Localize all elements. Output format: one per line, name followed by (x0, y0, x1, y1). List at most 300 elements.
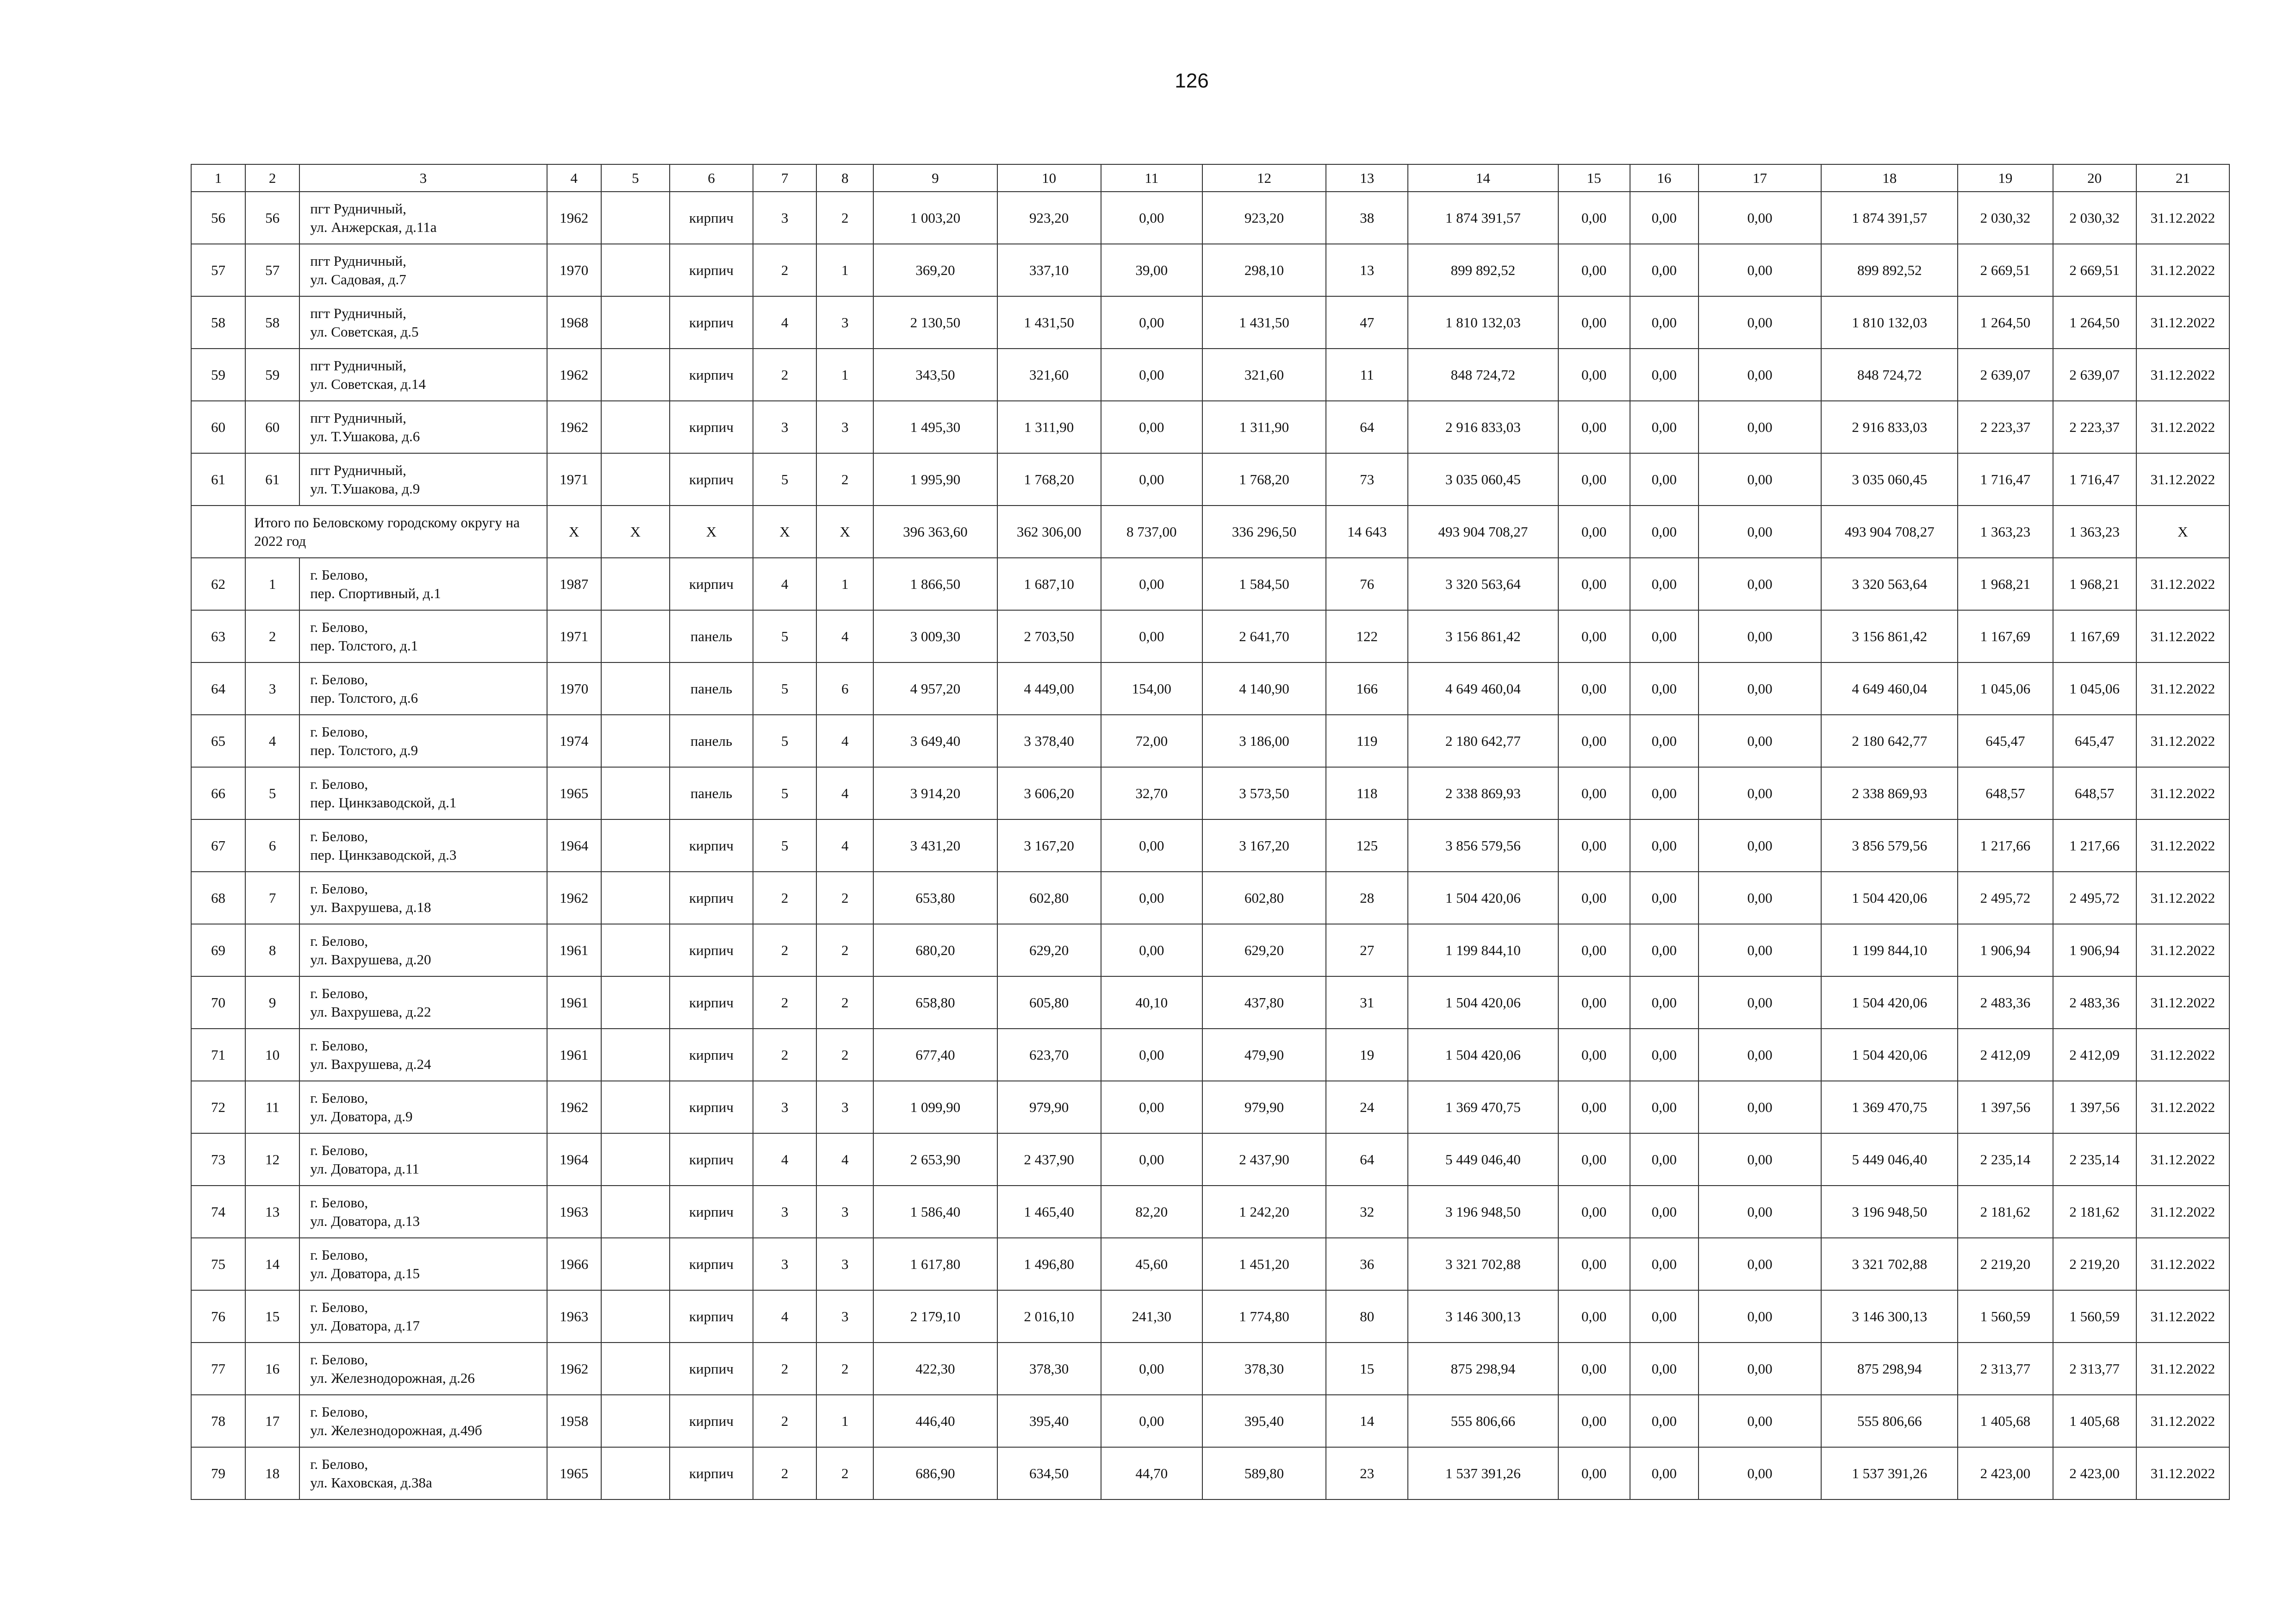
cell-col-8: 3 (816, 296, 873, 349)
cell-col-6: кирпич (670, 1029, 753, 1081)
cell-col-5 (601, 1343, 670, 1395)
address-cell (299, 1343, 547, 1395)
row-number: 71 (191, 1029, 245, 1081)
cell-col-19: 648,57 (1958, 767, 2053, 819)
cell-col-8: 3 (816, 401, 873, 453)
cell-col-17: 0,00 (1699, 453, 1821, 506)
cell-col-20: 1 560,59 (2053, 1290, 2136, 1343)
address-street: ул. Доватора, д.13 (310, 1212, 420, 1229)
cell-col-6: кирпич (670, 1133, 753, 1186)
cell-col-17: 0,00 (1699, 715, 1821, 767)
cell-col-6: кирпич (670, 819, 753, 872)
cell-col-13: 73 (1326, 453, 1408, 506)
cell-col-9: 1 617,80 (873, 1238, 997, 1290)
cell-col-8: 2 (816, 872, 873, 924)
cell-col-17: 0,00 (1699, 924, 1821, 976)
cell-col-21: 31.12.2022 (2136, 1133, 2229, 1186)
row-number: 67 (191, 819, 245, 872)
cell-col-17: 0,00 (1699, 976, 1821, 1029)
cell-col-9: 3 914,20 (873, 767, 997, 819)
cell-col-19: 1 405,68 (1958, 1395, 2053, 1447)
cell-col-19: 1 264,50 (1958, 296, 2053, 349)
cell-col-15: 0,00 (1558, 506, 1630, 558)
cell-col-7: 4 (753, 1290, 816, 1343)
address-street: ул. Доватора, д.15 (310, 1265, 420, 1281)
address-cell (299, 453, 547, 506)
cell-col-14: 2 180 642,77 (1408, 715, 1558, 767)
cell-col-18: 5 449 046,40 (1821, 1133, 1958, 1186)
cell-col-20: 2 495,72 (2053, 872, 2136, 924)
cell-col-10: 395,40 (997, 1395, 1101, 1447)
cell-col-8: 1 (816, 1395, 873, 1447)
cell-col-6: кирпич (670, 1447, 753, 1499)
table-row (191, 662, 2229, 715)
cell-col-5 (601, 976, 670, 1029)
cell-col-13: 28 (1326, 872, 1408, 924)
cell-col-7: 5 (753, 453, 816, 506)
cell-col-12: 378,30 (1202, 1343, 1326, 1395)
cell-col-5 (601, 1447, 670, 1499)
address-locality: г. Белово, (310, 1299, 368, 1315)
cell-col-6: кирпич (670, 558, 753, 610)
table-row (191, 1238, 2229, 1290)
address-locality: г. Белово, (310, 1194, 368, 1211)
cell-col-9: 3 649,40 (873, 715, 997, 767)
address-locality: г. Белово, (310, 1037, 368, 1054)
cell-col-4: 1965 (547, 1447, 601, 1499)
cell-col-20: 2 219,20 (2053, 1238, 2136, 1290)
cell-col-14: 3 320 563,64 (1408, 558, 1558, 610)
cell-col-18: 1 369 470,75 (1821, 1081, 1958, 1133)
cell-col-10: 1 687,10 (997, 558, 1101, 610)
cell-col-15: 0,00 (1558, 1029, 1630, 1081)
cell-col-11: 0,00 (1101, 1343, 1202, 1395)
cell-col-13: 15 (1326, 1343, 1408, 1395)
cell-col-6: кирпич (670, 1186, 753, 1238)
address-street: пер. Толстого, д.9 (310, 742, 418, 758)
cell-col-8: 2 (816, 924, 873, 976)
cell-col-19: 1 906,94 (1958, 924, 2053, 976)
row-number: 72 (191, 1081, 245, 1133)
column-number-header: 16 (1630, 164, 1699, 192)
cell-col-12: 602,80 (1202, 872, 1326, 924)
cell-col-20: 2 483,36 (2053, 976, 2136, 1029)
cell-col-4: 1970 (547, 662, 601, 715)
cell-col-18: 3 035 060,45 (1821, 453, 1958, 506)
cell-col-4: 1958 (547, 1395, 601, 1447)
cell-col-16: 0,00 (1630, 1343, 1699, 1395)
cell-col-21: 31.12.2022 (2136, 872, 2229, 924)
cell-col-8: 2 (816, 1447, 873, 1499)
cell-col-16: 0,00 (1630, 401, 1699, 453)
cell-col-15: 0,00 (1558, 296, 1630, 349)
cell-col-6: кирпич (670, 872, 753, 924)
cell-col-16: 0,00 (1630, 244, 1699, 296)
cell-col-10: 362 306,00 (997, 506, 1101, 558)
cell-col-10: 4 449,00 (997, 662, 1101, 715)
cell-col-8: 4 (816, 1133, 873, 1186)
row-number: 77 (191, 1343, 245, 1395)
cell-col-8: 4 (816, 819, 873, 872)
cell-col-4: 1965 (547, 767, 601, 819)
row-number: 63 (191, 610, 245, 662)
cell-col-15: 0,00 (1558, 715, 1630, 767)
cell-col-16: 0,00 (1630, 1447, 1699, 1499)
address-cell (299, 1081, 547, 1133)
address-street: пер. Толстого, д.1 (310, 637, 418, 654)
cell-col-12: 3 167,20 (1202, 819, 1326, 872)
cell-col-7: 5 (753, 767, 816, 819)
address-street: ул. Т.Ушакова, д.9 (310, 480, 420, 497)
column-number-header: 2 (245, 164, 299, 192)
address-cell (299, 192, 547, 244)
cell-col-11: 39,00 (1101, 244, 1202, 296)
address-street: ул. Железнодорожная, д.26 (310, 1369, 475, 1386)
cell-col-18: 2 916 833,03 (1821, 401, 1958, 453)
cell-col-13: 13 (1326, 244, 1408, 296)
cell-col-6: кирпич (670, 1238, 753, 1290)
address-locality: г. Белово, (310, 1455, 368, 1472)
cell-col-12: 1 242,20 (1202, 1186, 1326, 1238)
cell-col-11: 0,00 (1101, 872, 1202, 924)
column-number-header-row (191, 164, 2229, 192)
address-street: пер. Цинкзаводской, д.1 (310, 794, 457, 811)
table-row (191, 1343, 2229, 1395)
cell-col-21: 31.12.2022 (2136, 924, 2229, 976)
cell-col-10: 2 437,90 (997, 1133, 1101, 1186)
cell-col-11: 72,00 (1101, 715, 1202, 767)
cell-col-12: 395,40 (1202, 1395, 1326, 1447)
row-local-number: 56 (245, 192, 299, 244)
cell-col-19: 2 412,09 (1958, 1029, 2053, 1081)
cell-col-12: 479,90 (1202, 1029, 1326, 1081)
cell-col-11: 0,00 (1101, 192, 1202, 244)
cell-col-16: 0,00 (1630, 1290, 1699, 1343)
cell-col-9: 1 586,40 (873, 1186, 997, 1238)
cell-col-13: 31 (1326, 976, 1408, 1029)
cell-col-6: панель (670, 610, 753, 662)
cell-col-18: 1 874 391,57 (1821, 192, 1958, 244)
table-row (191, 1395, 2229, 1447)
row-local-number: 8 (245, 924, 299, 976)
cell-col-15: 0,00 (1558, 1343, 1630, 1395)
cell-col-21: 31.12.2022 (2136, 1447, 2229, 1499)
row-local-number: 9 (245, 976, 299, 1029)
address-cell (299, 767, 547, 819)
cell-col-19: 1 397,56 (1958, 1081, 2053, 1133)
cell-col-15: 0,00 (1558, 453, 1630, 506)
cell-col-9: 680,20 (873, 924, 997, 976)
cell-col-10: 3 167,20 (997, 819, 1101, 872)
address-street: ул. Вахрушева, д.20 (310, 951, 431, 968)
cell-col-8: 3 (816, 1186, 873, 1238)
cell-col-14: 1 810 132,03 (1408, 296, 1558, 349)
cell-col-21: 31.12.2022 (2136, 1186, 2229, 1238)
cell-col-10: 634,50 (997, 1447, 1101, 1499)
cell-col-18: 1 199 844,10 (1821, 924, 1958, 976)
cell-col-12: 3 186,00 (1202, 715, 1326, 767)
address-cell (299, 349, 547, 401)
table-row (191, 1029, 2229, 1081)
address-street: ул. Доватора, д.11 (310, 1160, 419, 1177)
cell-col-11: 44,70 (1101, 1447, 1202, 1499)
cell-col-4: X (547, 506, 601, 558)
cell-col-8: 2 (816, 453, 873, 506)
row-local-number: 4 (245, 715, 299, 767)
cell-col-16: 0,00 (1630, 767, 1699, 819)
cell-col-12: 437,80 (1202, 976, 1326, 1029)
cell-col-18: 3 856 579,56 (1821, 819, 1958, 872)
cell-col-7: 4 (753, 558, 816, 610)
row-local-number: 60 (245, 401, 299, 453)
cell-col-18: 899 892,52 (1821, 244, 1958, 296)
cell-col-19: 645,47 (1958, 715, 2053, 767)
cell-col-9: 677,40 (873, 1029, 997, 1081)
cell-col-5 (601, 1133, 670, 1186)
row-number: 58 (191, 296, 245, 349)
column-number-header: 5 (601, 164, 670, 192)
cell-col-7: 5 (753, 715, 816, 767)
cell-col-5 (601, 1186, 670, 1238)
cell-col-4: 1961 (547, 1029, 601, 1081)
total-cell-index (191, 506, 245, 558)
cell-col-12: 979,90 (1202, 1081, 1326, 1133)
cell-col-8: 2 (816, 976, 873, 1029)
cell-col-11: 0,00 (1101, 924, 1202, 976)
cell-col-10: 1 431,50 (997, 296, 1101, 349)
cell-col-12: 1 451,20 (1202, 1238, 1326, 1290)
cell-col-5 (601, 349, 670, 401)
cell-col-7: 2 (753, 1343, 816, 1395)
cell-col-14: 875 298,94 (1408, 1343, 1558, 1395)
address-street: пер. Цинкзаводской, д.3 (310, 846, 457, 863)
cell-col-9: 422,30 (873, 1343, 997, 1395)
column-number-header: 13 (1326, 164, 1408, 192)
cell-col-20: 1 397,56 (2053, 1081, 2136, 1133)
cell-col-18: 493 904 708,27 (1821, 506, 1958, 558)
cell-col-18: 1 504 420,06 (1821, 872, 1958, 924)
cell-col-10: 321,60 (997, 349, 1101, 401)
cell-col-6: кирпич (670, 296, 753, 349)
table-row (191, 976, 2229, 1029)
cell-col-6: панель (670, 767, 753, 819)
cell-col-20: 2 313,77 (2053, 1343, 2136, 1395)
cell-col-20: 1 167,69 (2053, 610, 2136, 662)
cell-col-5 (601, 715, 670, 767)
cell-col-13: 14 (1326, 1395, 1408, 1447)
cell-col-19: 2 483,36 (1958, 976, 2053, 1029)
cell-col-19: 1 045,06 (1958, 662, 2053, 715)
cell-col-4: 1971 (547, 610, 601, 662)
cell-col-6: кирпич (670, 192, 753, 244)
cell-col-16: 0,00 (1630, 715, 1699, 767)
total-label: Итого по Беловскому городскому округу на 2022 год (245, 506, 547, 558)
cell-col-7: 3 (753, 1238, 816, 1290)
cell-col-20: 1 716,47 (2053, 453, 2136, 506)
address-locality: г. Белово, (310, 1351, 368, 1368)
cell-col-15: 0,00 (1558, 924, 1630, 976)
cell-col-13: 36 (1326, 1238, 1408, 1290)
cell-col-10: 1 465,40 (997, 1186, 1101, 1238)
address-cell (299, 1395, 547, 1447)
cell-col-4: 1963 (547, 1186, 601, 1238)
cell-col-18: 848 724,72 (1821, 349, 1958, 401)
address-street: ул. Советская, д.5 (310, 323, 419, 340)
cell-col-13: 125 (1326, 819, 1408, 872)
table-row (191, 401, 2229, 453)
cell-col-21: 31.12.2022 (2136, 767, 2229, 819)
address-street: ул. Каховская, д.38а (310, 1474, 432, 1491)
cell-col-11: 0,00 (1101, 610, 1202, 662)
cell-col-18: 1 504 420,06 (1821, 976, 1958, 1029)
row-number: 65 (191, 715, 245, 767)
cell-col-14: 1 874 391,57 (1408, 192, 1558, 244)
cell-col-14: 2 338 869,93 (1408, 767, 1558, 819)
cell-col-15: 0,00 (1558, 1081, 1630, 1133)
cell-col-20: 1 968,21 (2053, 558, 2136, 610)
cell-col-18: 3 196 948,50 (1821, 1186, 1958, 1238)
column-number-header: 12 (1202, 164, 1326, 192)
cell-col-11: 0,00 (1101, 558, 1202, 610)
cell-col-17: 0,00 (1699, 558, 1821, 610)
cell-col-20: 1 363,23 (2053, 506, 2136, 558)
cell-col-11: 40,10 (1101, 976, 1202, 1029)
cell-col-16: 0,00 (1630, 662, 1699, 715)
cell-col-5 (601, 192, 670, 244)
address-cell (299, 244, 547, 296)
cell-col-17: 0,00 (1699, 506, 1821, 558)
row-local-number: 6 (245, 819, 299, 872)
cell-col-4: 1987 (547, 558, 601, 610)
cell-col-12: 1 584,50 (1202, 558, 1326, 610)
cell-col-8: 1 (816, 349, 873, 401)
address-cell (299, 401, 547, 453)
column-number-header: 20 (2053, 164, 2136, 192)
address-street: ул. Вахрушева, д.22 (310, 1003, 431, 1020)
cell-col-21: 31.12.2022 (2136, 296, 2229, 349)
address-street: пер. Спортивный, д.1 (310, 585, 441, 601)
row-number: 64 (191, 662, 245, 715)
cell-col-17: 0,00 (1699, 1290, 1821, 1343)
cell-col-14: 4 649 460,04 (1408, 662, 1558, 715)
address-locality: г. Белово, (310, 1142, 368, 1158)
cell-col-5: X (601, 506, 670, 558)
cell-col-8: 3 (816, 1081, 873, 1133)
cell-col-4: 1961 (547, 976, 601, 1029)
address-locality: г. Белово, (310, 723, 368, 740)
cell-col-9: 1 099,90 (873, 1081, 997, 1133)
cell-col-9: 1 866,50 (873, 558, 997, 610)
cell-col-20: 2 412,09 (2053, 1029, 2136, 1081)
row-local-number: 13 (245, 1186, 299, 1238)
row-number: 68 (191, 872, 245, 924)
cell-col-9: 2 130,50 (873, 296, 997, 349)
address-locality: г. Белово, (310, 828, 368, 844)
cell-col-9: 686,90 (873, 1447, 997, 1499)
address-cell (299, 715, 547, 767)
cell-col-18: 3 156 861,42 (1821, 610, 1958, 662)
cell-col-10: 337,10 (997, 244, 1101, 296)
cell-col-19: 1 968,21 (1958, 558, 2053, 610)
cell-col-6: кирпич (670, 924, 753, 976)
cell-col-13: 47 (1326, 296, 1408, 349)
address-cell (299, 610, 547, 662)
cell-col-17: 0,00 (1699, 349, 1821, 401)
cell-col-12: 1 311,90 (1202, 401, 1326, 453)
cell-col-12: 1 774,80 (1202, 1290, 1326, 1343)
cell-col-19: 1 167,69 (1958, 610, 2053, 662)
cell-col-7: 3 (753, 1186, 816, 1238)
table-row (191, 610, 2229, 662)
cell-col-9: 1 003,20 (873, 192, 997, 244)
cell-col-14: 3 156 861,42 (1408, 610, 1558, 662)
cell-col-4: 1962 (547, 349, 601, 401)
cell-col-17: 0,00 (1699, 401, 1821, 453)
address-cell (299, 1133, 547, 1186)
row-local-number: 12 (245, 1133, 299, 1186)
cell-col-20: 2 669,51 (2053, 244, 2136, 296)
cell-col-4: 1964 (547, 1133, 601, 1186)
cell-col-4: 1962 (547, 872, 601, 924)
address-cell (299, 872, 547, 924)
address-cell (299, 1186, 547, 1238)
cell-col-21: 31.12.2022 (2136, 1343, 2229, 1395)
cell-col-17: 0,00 (1699, 767, 1821, 819)
address-cell (299, 819, 547, 872)
cell-col-16: 0,00 (1630, 976, 1699, 1029)
address-locality: г. Белово, (310, 880, 368, 897)
cell-col-19: 2 495,72 (1958, 872, 2053, 924)
cell-col-11: 0,00 (1101, 296, 1202, 349)
address-locality: г. Белово, (310, 1246, 368, 1263)
row-number: 70 (191, 976, 245, 1029)
column-number-header: 11 (1101, 164, 1202, 192)
cell-col-20: 2 235,14 (2053, 1133, 2136, 1186)
cell-col-5 (601, 1029, 670, 1081)
row-local-number: 7 (245, 872, 299, 924)
table-row (191, 1081, 2229, 1133)
cell-col-14: 493 904 708,27 (1408, 506, 1558, 558)
cell-col-13: 64 (1326, 401, 1408, 453)
cell-col-7: X (753, 506, 816, 558)
cell-col-11: 0,00 (1101, 819, 1202, 872)
row-number: 78 (191, 1395, 245, 1447)
cell-col-19: 1 716,47 (1958, 453, 2053, 506)
row-local-number: 3 (245, 662, 299, 715)
cell-col-16: 0,00 (1630, 506, 1699, 558)
cell-col-9: 1 495,30 (873, 401, 997, 453)
cell-col-20: 1 217,66 (2053, 819, 2136, 872)
cell-col-11: 82,20 (1101, 1186, 1202, 1238)
cell-col-15: 0,00 (1558, 662, 1630, 715)
table-row (191, 767, 2229, 819)
cell-col-13: 14 643 (1326, 506, 1408, 558)
cell-col-20: 1 906,94 (2053, 924, 2136, 976)
address-cell (299, 558, 547, 610)
cell-col-14: 1 199 844,10 (1408, 924, 1558, 976)
cell-col-16: 0,00 (1630, 558, 1699, 610)
cell-col-21: 31.12.2022 (2136, 453, 2229, 506)
cell-col-20: 2 639,07 (2053, 349, 2136, 401)
row-local-number: 2 (245, 610, 299, 662)
cell-col-13: 38 (1326, 192, 1408, 244)
cell-col-10: 605,80 (997, 976, 1101, 1029)
cell-col-7: 2 (753, 244, 816, 296)
column-number-header: 7 (753, 164, 816, 192)
cell-col-10: 2 016,10 (997, 1290, 1101, 1343)
cell-col-5 (601, 610, 670, 662)
cell-col-18: 1 810 132,03 (1821, 296, 1958, 349)
